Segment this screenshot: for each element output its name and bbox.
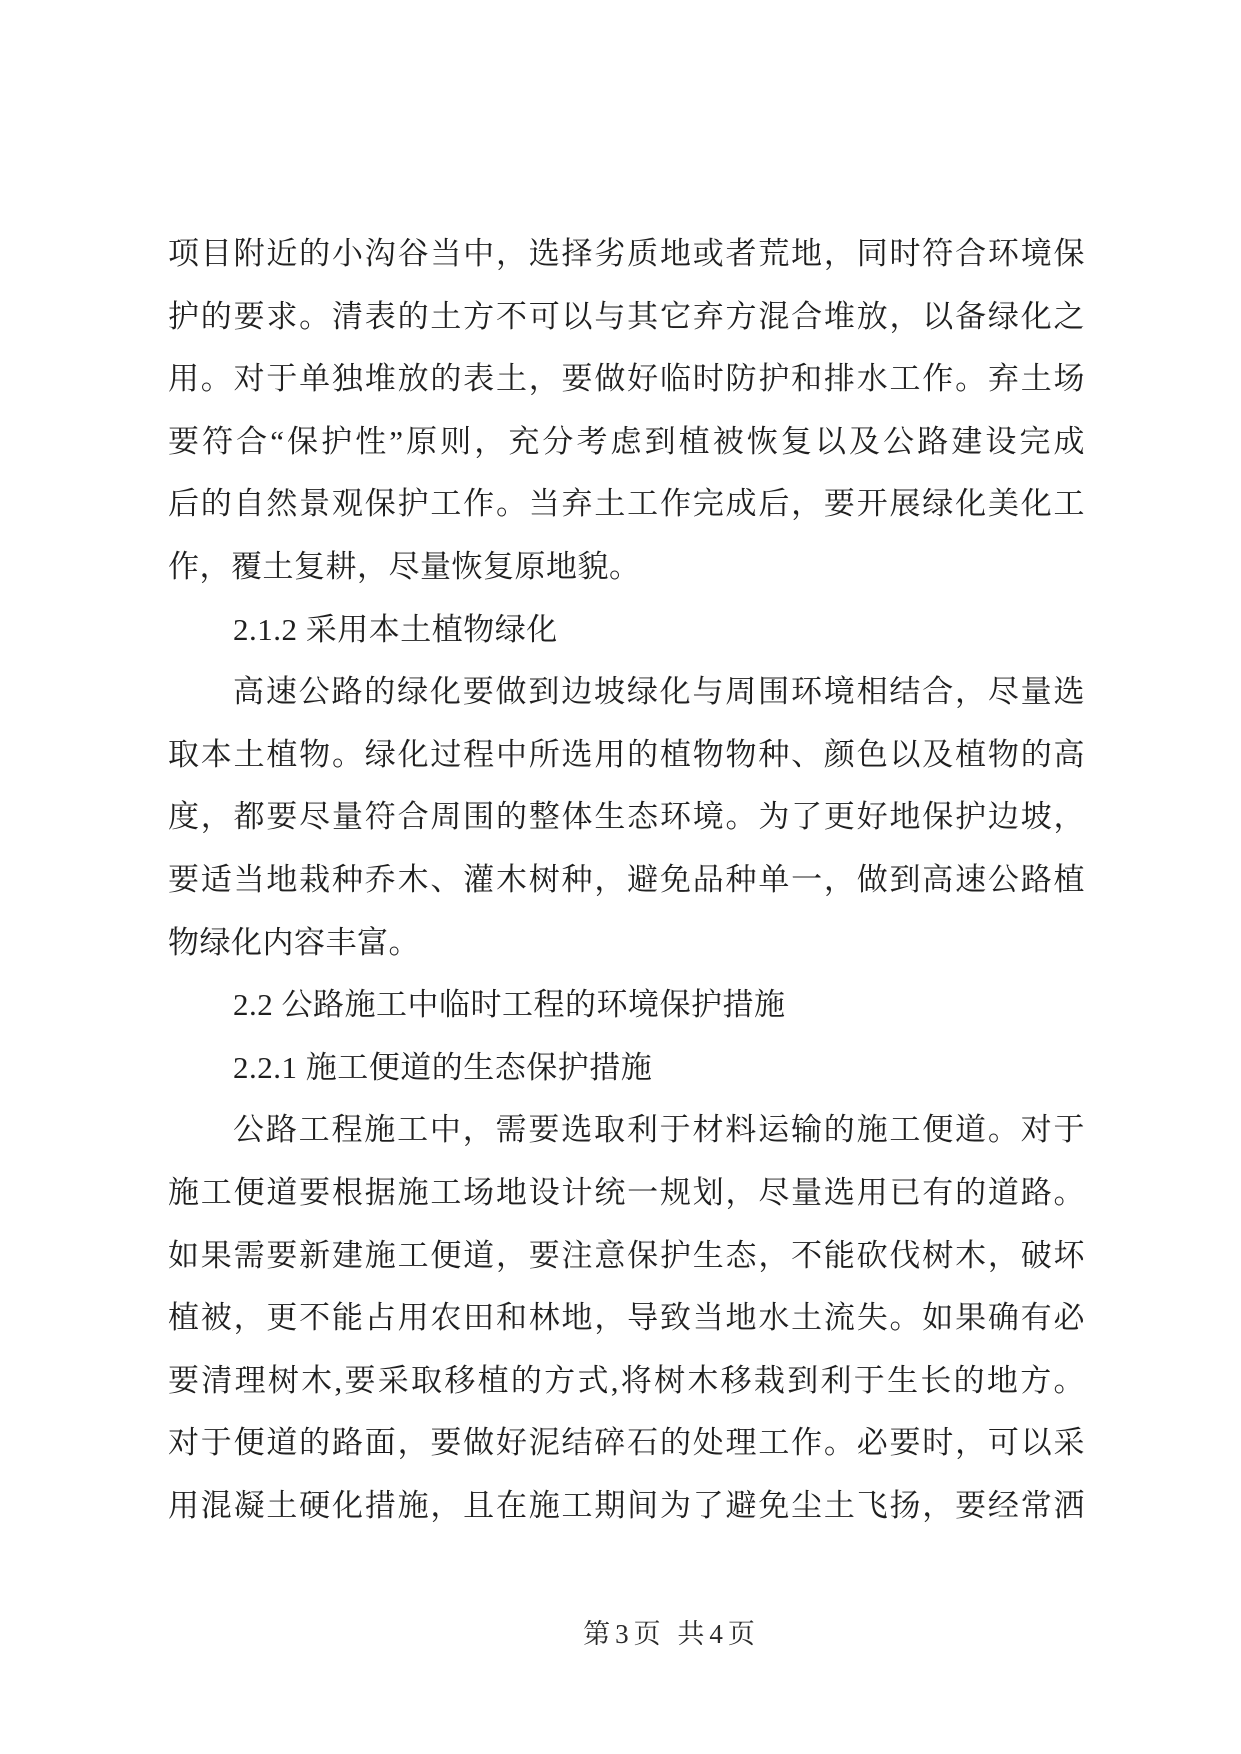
text-line: 如果需要新建施工便道，要注意保护生态，不能砍伐树木，破坏 xyxy=(168,1237,1085,1273)
text-line: 物绿化内容丰富。 xyxy=(168,924,420,960)
text-line: 用混凝土硬化措施，且在施工期间为了避免尘土飞扬，要经常洒 xyxy=(168,1487,1085,1523)
text-line: 后的自然景观保护工作。当弃土工作完成后，要开展绿化美化工 xyxy=(168,486,1085,522)
text-line: 对于便道的路面，要做好泥结碎石的处理工作。必要时，可以采 xyxy=(168,1425,1085,1461)
text-line: 取本土植物。绿化过程中所选用的植物物种、颜色以及植物的高 xyxy=(168,736,1085,772)
text-line: 公路工程施工中，需要选取利于材料运输的施工便道。对于 xyxy=(233,1112,1085,1148)
text-line: 用。对于单独堆放的表土，要做好临时防护和排水工作。弃土场 xyxy=(168,361,1085,397)
text-line: 护的要求。清表的土方不可以与其它弃方混合堆放，以备绿化之 xyxy=(168,298,1085,334)
section-heading: 2.2.1 施工便道的生态保护措施 xyxy=(233,1049,653,1085)
text-line: 度，都要尽量符合周围的整体生态环境。为了更好地保护边坡， xyxy=(168,799,1085,835)
text-line: 要清理树木,要采取移植的方式,将树木移栽到利于生长的地方。 xyxy=(168,1362,1085,1398)
text-line: 施工便道要根据施工场地设计统一规划，尽量选用已有的道路。 xyxy=(168,1174,1085,1210)
document-content xyxy=(168,223,1085,1537)
text-line: 植被，更不能占用农田和林地，导致当地水土流失。如果确有必 xyxy=(168,1300,1085,1336)
text-line: 高速公路的绿化要做到边坡绿化与周围环境相结合，尽量选 xyxy=(233,674,1085,710)
section-heading: 2.1.2 采用本土植物绿化 xyxy=(233,611,558,647)
page-number-footer: 第3页 共4页 xyxy=(583,1619,760,1649)
text-line: 要适当地栽种乔木、灌木树种，避免品种单一，做到高速公路植 xyxy=(168,861,1085,897)
section-heading: 2.2 公路施工中临时工程的环境保护措施 xyxy=(233,987,786,1023)
text-line: 作，覆土复耕，尽量恢复原地貌。 xyxy=(168,548,641,584)
text-line: 项目附近的小沟谷当中，选择劣质地或者荒地，同时符合环境保 xyxy=(168,236,1085,271)
text-line: 要符合“保护性”原则，充分考虑到植被恢复以及公路建设完成 xyxy=(168,423,1085,459)
